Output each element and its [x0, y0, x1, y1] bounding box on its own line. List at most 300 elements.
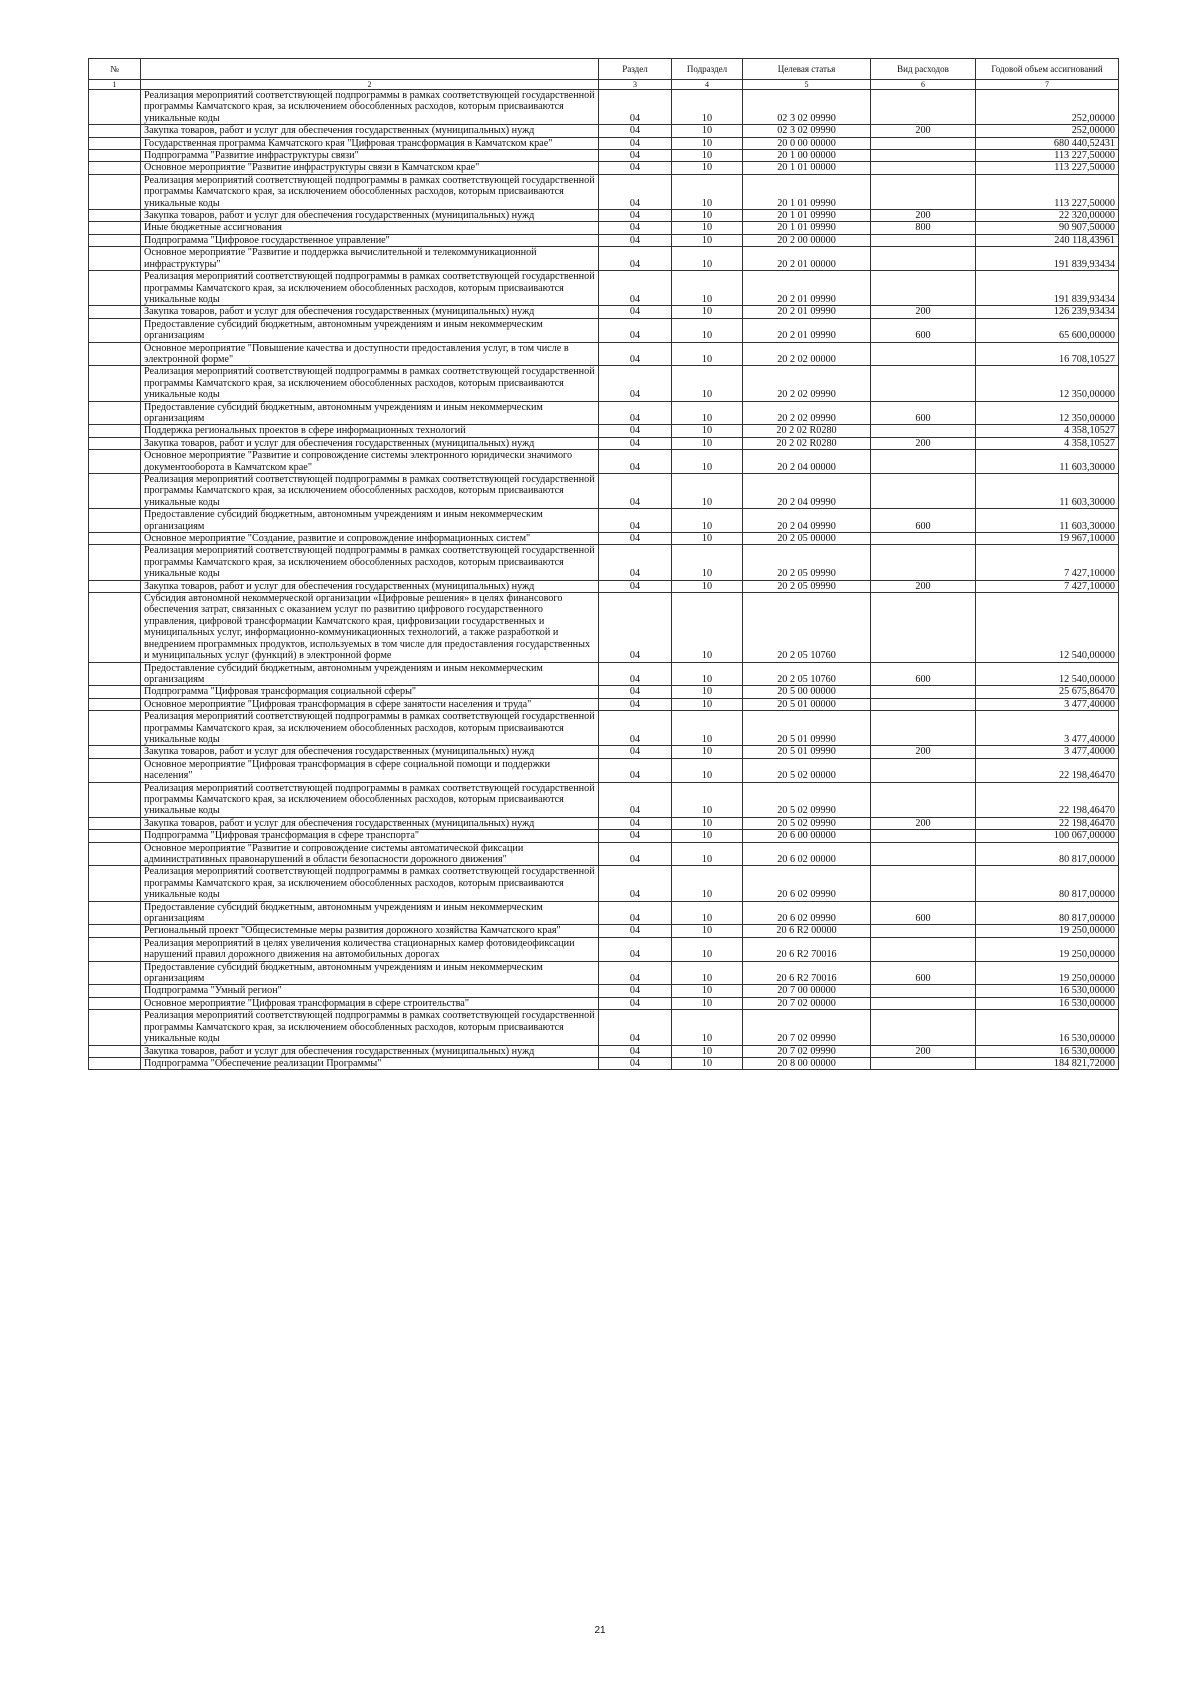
- row-subsection: 10: [672, 901, 743, 925]
- row-amount: 80 817,00000: [976, 866, 1119, 901]
- row-section: 04: [599, 342, 672, 366]
- table-row: [89, 366, 1119, 401]
- row-section: 04: [599, 782, 672, 817]
- row-target-article: 20 2 04 09990: [743, 509, 871, 533]
- row-name: Предоставление субсидий бюджетным, автономным учреждениям и иным некоммерческим организациям: [141, 318, 599, 342]
- row-subsection: 10: [672, 401, 743, 425]
- row-expense-kind: [871, 137, 976, 149]
- row-expense-kind: [871, 271, 976, 306]
- row-subsection: 10: [672, 425, 743, 437]
- header-col-index: 7: [976, 80, 1119, 90]
- row-subsection: 10: [672, 509, 743, 533]
- row-name: Закупка товаров, работ и услуг для обеспечения государственных (муниципальных) нужд: [141, 125, 599, 137]
- table-row: [89, 746, 1119, 758]
- row-name: Субсидия автономной некоммерческой организации «Цифровые решения» в целях финансового обеспечения затрат, связанных с оказанием услуг по развитию цифрового государственного управления, цифровой трансформации Камчатского края, цифровизации государственных и муниципальных услуг, информационно-коммуникационных технологий, а также разработкой и внедрением программных продуктов, используемых в том числе для предоставления государственных и муниципальных услуг (функций) в электронной форме: [141, 593, 599, 662]
- row-number-cell: [89, 593, 141, 662]
- row-amount: 19 967,10000: [976, 533, 1119, 545]
- row-subsection: 10: [672, 222, 743, 234]
- row-amount: 184 821,72000: [976, 1057, 1119, 1069]
- row-expense-kind: [871, 782, 976, 817]
- row-amount: 11 603,30000: [976, 474, 1119, 509]
- table-row: [89, 474, 1119, 509]
- row-section: 04: [599, 985, 672, 997]
- row-target-article: 20 2 02 R0280: [743, 425, 871, 437]
- row-expense-kind: [871, 366, 976, 401]
- row-section: 04: [599, 247, 672, 271]
- row-target-article: 20 7 02 00000: [743, 997, 871, 1009]
- row-section: 04: [599, 686, 672, 698]
- row-name: Реализация мероприятий соответствующей подпрограммы в рамках соответствующей государственной программы Камчатского края, за исключением обособленных расходов, которым присваиваются уникальные коды: [141, 174, 599, 209]
- row-number-cell: [89, 1057, 141, 1069]
- table-row: [89, 137, 1119, 149]
- table-row: [89, 450, 1119, 474]
- row-name: Основное мероприятие "Развитие и сопровождение системы автоматической фиксации административных правонарушений в области безопасности дорожного движения": [141, 842, 599, 866]
- row-subsection: 10: [672, 842, 743, 866]
- budget-sheet: [88, 58, 1118, 1070]
- row-name: Подпрограмма "Развитие инфраструктуры связи": [141, 150, 599, 162]
- row-expense-kind: 600: [871, 509, 976, 533]
- row-subsection: 10: [672, 937, 743, 961]
- row-number-cell: [89, 842, 141, 866]
- row-target-article: 20 5 02 09990: [743, 782, 871, 817]
- row-expense-kind: 600: [871, 961, 976, 985]
- budget-table: [88, 58, 1119, 1070]
- table-row: [89, 222, 1119, 234]
- table-row: [89, 437, 1119, 449]
- row-number-cell: [89, 925, 141, 937]
- table-header: [89, 59, 1119, 90]
- row-number-cell: [89, 746, 141, 758]
- row-subsection: 10: [672, 545, 743, 580]
- row-section: 04: [599, 437, 672, 449]
- row-section: 04: [599, 698, 672, 710]
- row-amount: 252,00000: [976, 90, 1119, 125]
- row-section: 04: [599, 746, 672, 758]
- row-section: 04: [599, 318, 672, 342]
- row-subsection: 10: [672, 247, 743, 271]
- row-number-cell: [89, 401, 141, 425]
- row-target-article: 20 1 01 09990: [743, 210, 871, 222]
- row-expense-kind: 600: [871, 901, 976, 925]
- row-section: 04: [599, 593, 672, 662]
- row-section: 04: [599, 90, 672, 125]
- row-name: Подпрограмма "Цифровая трансформация социальной сферы": [141, 686, 599, 698]
- row-name: Реализация мероприятий в целях увеличения количества стационарных камер фотовидеофиксации нарушений правил дорожного движения на автомобильных дорогах: [141, 937, 599, 961]
- row-section: 04: [599, 125, 672, 137]
- row-name: Иные бюджетные ассигнования: [141, 222, 599, 234]
- row-target-article: 20 2 05 09990: [743, 545, 871, 580]
- row-subsection: 10: [672, 474, 743, 509]
- header-section: Раздел: [599, 59, 672, 80]
- row-amount: 113 227,50000: [976, 174, 1119, 209]
- table-row: [89, 90, 1119, 125]
- row-amount: 3 477,40000: [976, 746, 1119, 758]
- row-section: 04: [599, 174, 672, 209]
- row-number-cell: [89, 545, 141, 580]
- row-expense-kind: [871, 698, 976, 710]
- table-row: [89, 318, 1119, 342]
- header-col-index: 3: [599, 80, 672, 90]
- row-subsection: 10: [672, 125, 743, 137]
- row-number-cell: [89, 342, 141, 366]
- row-expense-kind: [871, 830, 976, 842]
- row-expense-kind: [871, 450, 976, 474]
- table-row: [89, 247, 1119, 271]
- row-expense-kind: [871, 1010, 976, 1045]
- row-expense-kind: [871, 925, 976, 937]
- row-amount: 191 839,93434: [976, 271, 1119, 306]
- row-number-cell: [89, 533, 141, 545]
- row-section: 04: [599, 961, 672, 985]
- row-target-article: 20 2 01 09990: [743, 318, 871, 342]
- row-name: Реализация мероприятий соответствующей подпрограммы в рамках соответствующей государственной программы Камчатского края, за исключением обособленных расходов, которым присваиваются уникальные коды: [141, 90, 599, 125]
- row-section: 04: [599, 545, 672, 580]
- row-target-article: 20 2 02 09990: [743, 366, 871, 401]
- row-number-cell: [89, 686, 141, 698]
- table-row: [89, 997, 1119, 1009]
- row-number-cell: [89, 509, 141, 533]
- table-row: [89, 686, 1119, 698]
- row-expense-kind: [871, 150, 976, 162]
- row-name: Основное мероприятие "Повышение качества и доступности предоставления услуг, в том числе в электронной форме": [141, 342, 599, 366]
- row-subsection: 10: [672, 686, 743, 698]
- row-target-article: 20 6 02 09990: [743, 866, 871, 901]
- row-expense-kind: [871, 842, 976, 866]
- row-name: Основное мероприятие "Цифровая трансформация в сфере строительства": [141, 997, 599, 1009]
- row-subsection: 10: [672, 137, 743, 149]
- row-name: Предоставление субсидий бюджетным, автономным учреждениям и иным некоммерческим организациям: [141, 401, 599, 425]
- row-amount: 11 603,30000: [976, 450, 1119, 474]
- row-name: Закупка товаров, работ и услуг для обеспечения государственных (муниципальных) нужд: [141, 817, 599, 829]
- row-section: 04: [599, 842, 672, 866]
- row-target-article: 20 6 02 09990: [743, 901, 871, 925]
- row-amount: 22 198,46470: [976, 758, 1119, 782]
- row-name: Подпрограмма "Умный регион": [141, 985, 599, 997]
- row-subsection: 10: [672, 1057, 743, 1069]
- row-amount: 113 227,50000: [976, 162, 1119, 174]
- row-subsection: 10: [672, 985, 743, 997]
- row-target-article: 20 7 02 09990: [743, 1010, 871, 1045]
- row-target-article: 20 5 02 09990: [743, 817, 871, 829]
- row-number-cell: [89, 210, 141, 222]
- row-subsection: 10: [672, 90, 743, 125]
- row-target-article: 20 1 01 09990: [743, 174, 871, 209]
- row-target-article: 20 6 R2 00000: [743, 925, 871, 937]
- row-section: 04: [599, 1010, 672, 1045]
- row-number-cell: [89, 137, 141, 149]
- row-expense-kind: [871, 545, 976, 580]
- row-section: 04: [599, 830, 672, 842]
- row-target-article: 02 3 02 09990: [743, 125, 871, 137]
- row-name: Реализация мероприятий соответствующей подпрограммы в рамках соответствующей государственной программы Камчатского края, за исключением обособленных расходов, которым присваиваются уникальные коды: [141, 545, 599, 580]
- row-target-article: 20 1 01 00000: [743, 162, 871, 174]
- header-number-row: [89, 80, 1119, 90]
- row-section: 04: [599, 937, 672, 961]
- row-number-cell: [89, 425, 141, 437]
- row-subsection: 10: [672, 961, 743, 985]
- row-amount: 22 320,00000: [976, 210, 1119, 222]
- row-name: Государственная программа Камчатского края "Цифровая трансформация в Камчатском крае": [141, 137, 599, 149]
- row-target-article: 20 5 02 00000: [743, 758, 871, 782]
- row-name: Поддержка региональных проектов в сфере информационных технологий: [141, 425, 599, 437]
- row-subsection: 10: [672, 342, 743, 366]
- row-subsection: 10: [672, 450, 743, 474]
- row-amount: 7 427,10000: [976, 580, 1119, 592]
- row-amount: 4 358,10527: [976, 425, 1119, 437]
- row-expense-kind: [871, 162, 976, 174]
- row-amount: 12 350,00000: [976, 401, 1119, 425]
- row-number-cell: [89, 162, 141, 174]
- row-amount: 3 477,40000: [976, 711, 1119, 746]
- row-amount: 16 708,10527: [976, 342, 1119, 366]
- row-section: 04: [599, 925, 672, 937]
- row-expense-kind: [871, 711, 976, 746]
- row-expense-kind: [871, 533, 976, 545]
- row-target-article: 20 2 05 10760: [743, 662, 871, 686]
- row-section: 04: [599, 474, 672, 509]
- row-number-cell: [89, 985, 141, 997]
- row-name: Основное мероприятие "Развитие инфраструктуры связи в Камчатском крае": [141, 162, 599, 174]
- table-row: [89, 234, 1119, 246]
- row-name: Реализация мероприятий соответствующей подпрограммы в рамках соответствующей государственной программы Камчатского края, за исключением обособленных расходов, которым присваиваются уникальные коды: [141, 782, 599, 817]
- row-amount: 240 118,43961: [976, 234, 1119, 246]
- table-row: [89, 509, 1119, 533]
- table-row: [89, 306, 1119, 318]
- row-expense-kind: [871, 174, 976, 209]
- row-name: Реализация мероприятий соответствующей подпрограммы в рамках соответствующей государственной программы Камчатского края, за исключением обособленных расходов, которым присваиваются уникальные коды: [141, 711, 599, 746]
- row-expense-kind: 200: [871, 817, 976, 829]
- table-row: [89, 937, 1119, 961]
- table-row: [89, 866, 1119, 901]
- row-expense-kind: 200: [871, 580, 976, 592]
- row-expense-kind: [871, 866, 976, 901]
- header-number: №: [89, 59, 141, 80]
- page-number: 21: [594, 1625, 606, 1636]
- table-row: [89, 533, 1119, 545]
- row-name: Основное мероприятие "Цифровая трансформация в сфере социальной помощи и поддержки населения": [141, 758, 599, 782]
- row-number-cell: [89, 1010, 141, 1045]
- row-subsection: 10: [672, 662, 743, 686]
- row-name: Региональный проект "Общесистемные меры развития дорожного хозяйства Камчатского края": [141, 925, 599, 937]
- row-number-cell: [89, 366, 141, 401]
- row-name: Подпрограмма "Цифровое государственное управление": [141, 234, 599, 246]
- row-subsection: 10: [672, 817, 743, 829]
- row-subsection: 10: [672, 306, 743, 318]
- row-amount: 7 427,10000: [976, 545, 1119, 580]
- row-section: 04: [599, 817, 672, 829]
- row-section: 04: [599, 137, 672, 149]
- row-expense-kind: [871, 1057, 976, 1069]
- row-number-cell: [89, 1045, 141, 1057]
- row-number-cell: [89, 150, 141, 162]
- row-name: Предоставление субсидий бюджетным, автономным учреждениям и иным некоммерческим организациям: [141, 662, 599, 686]
- table-row: [89, 711, 1119, 746]
- row-amount: 16 530,00000: [976, 997, 1119, 1009]
- row-section: 04: [599, 222, 672, 234]
- row-number-cell: [89, 662, 141, 686]
- row-number-cell: [89, 782, 141, 817]
- row-amount: 65 600,00000: [976, 318, 1119, 342]
- table-row: [89, 985, 1119, 997]
- row-section: 04: [599, 758, 672, 782]
- row-amount: 12 540,00000: [976, 662, 1119, 686]
- header-col-index: 4: [672, 80, 743, 90]
- row-target-article: 20 6 R2 70016: [743, 961, 871, 985]
- row-number-cell: [89, 901, 141, 925]
- row-subsection: 10: [672, 162, 743, 174]
- row-subsection: 10: [672, 580, 743, 592]
- header-amount: Годовой объем ассигнований: [976, 59, 1119, 80]
- row-target-article: 20 5 01 09990: [743, 711, 871, 746]
- row-expense-kind: 200: [871, 306, 976, 318]
- row-number-cell: [89, 698, 141, 710]
- table-row: [89, 901, 1119, 925]
- row-name: Предоставление субсидий бюджетным, автономным учреждениям и иным некоммерческим организациям: [141, 961, 599, 985]
- row-expense-kind: [871, 686, 976, 698]
- row-target-article: 20 5 01 09990: [743, 746, 871, 758]
- row-number-cell: [89, 306, 141, 318]
- table-row: [89, 210, 1119, 222]
- row-target-article: 20 2 01 00000: [743, 247, 871, 271]
- row-name: Закупка товаров, работ и услуг для обеспечения государственных (муниципальных) нужд: [141, 1045, 599, 1057]
- row-subsection: 10: [672, 746, 743, 758]
- header-col-index: 5: [743, 80, 871, 90]
- row-section: 04: [599, 1045, 672, 1057]
- row-target-article: 20 0 00 00000: [743, 137, 871, 149]
- row-expense-kind: [871, 234, 976, 246]
- table-row: [89, 925, 1119, 937]
- row-number-cell: [89, 234, 141, 246]
- row-expense-kind: [871, 985, 976, 997]
- row-name: Закупка товаров, работ и услуг для обеспечения государственных (муниципальных) нужд: [141, 580, 599, 592]
- row-target-article: 20 5 01 00000: [743, 698, 871, 710]
- row-expense-kind: 800: [871, 222, 976, 234]
- table-row: [89, 271, 1119, 306]
- row-target-article: 20 2 04 09990: [743, 474, 871, 509]
- row-section: 04: [599, 450, 672, 474]
- row-name: Основное мероприятие "Развитие и сопровождение системы электронного юридически значимого документооборота в Камчатском крае": [141, 450, 599, 474]
- header-col-index: 2: [141, 80, 599, 90]
- row-amount: 22 198,46470: [976, 817, 1119, 829]
- row-number-cell: [89, 961, 141, 985]
- table-row: [89, 545, 1119, 580]
- header-name: [141, 59, 599, 80]
- row-target-article: 20 2 02 09990: [743, 401, 871, 425]
- row-name: Закупка товаров, работ и услуг для обеспечения государственных (муниципальных) нужд: [141, 210, 599, 222]
- row-number-cell: [89, 125, 141, 137]
- row-number-cell: [89, 247, 141, 271]
- row-section: 04: [599, 210, 672, 222]
- row-amount: 252,00000: [976, 125, 1119, 137]
- header-kind: Вид расходов: [871, 59, 976, 80]
- row-number-cell: [89, 830, 141, 842]
- row-section: 04: [599, 711, 672, 746]
- table-row: [89, 758, 1119, 782]
- row-name: Подпрограмма "Обеспечение реализации Программы": [141, 1057, 599, 1069]
- row-expense-kind: 600: [871, 662, 976, 686]
- row-subsection: 10: [672, 366, 743, 401]
- row-target-article: 20 1 00 00000: [743, 150, 871, 162]
- row-expense-kind: [871, 247, 976, 271]
- row-name: Основное мероприятие "Цифровая трансформация в сфере занятости населения и труда": [141, 698, 599, 710]
- row-target-article: 20 7 02 09990: [743, 1045, 871, 1057]
- row-amount: 22 198,46470: [976, 782, 1119, 817]
- row-number-cell: [89, 580, 141, 592]
- row-amount: 4 358,10527: [976, 437, 1119, 449]
- row-section: 04: [599, 366, 672, 401]
- table-row: [89, 593, 1119, 662]
- table-row: [89, 1057, 1119, 1069]
- header-col-index: 6: [871, 80, 976, 90]
- row-subsection: 10: [672, 174, 743, 209]
- table-row: [89, 425, 1119, 437]
- row-expense-kind: [871, 997, 976, 1009]
- row-expense-kind: 200: [871, 746, 976, 758]
- row-target-article: 20 2 02 R0280: [743, 437, 871, 449]
- row-amount: 80 817,00000: [976, 901, 1119, 925]
- row-expense-kind: [871, 342, 976, 366]
- row-subsection: 10: [672, 711, 743, 746]
- table-row: [89, 1010, 1119, 1045]
- table-row: [89, 961, 1119, 985]
- row-amount: 680 440,52431: [976, 137, 1119, 149]
- row-subsection: 10: [672, 437, 743, 449]
- row-number-cell: [89, 758, 141, 782]
- row-subsection: 10: [672, 830, 743, 842]
- table-row: [89, 662, 1119, 686]
- row-target-article: 20 2 05 00000: [743, 533, 871, 545]
- row-target-article: 20 2 05 10760: [743, 593, 871, 662]
- row-expense-kind: [871, 593, 976, 662]
- row-target-article: 20 6 02 00000: [743, 842, 871, 866]
- row-subsection: 10: [672, 533, 743, 545]
- row-subsection: 10: [672, 271, 743, 306]
- table-row: [89, 1045, 1119, 1057]
- row-target-article: 20 5 00 00000: [743, 686, 871, 698]
- row-amount: 16 530,00000: [976, 1010, 1119, 1045]
- row-section: 04: [599, 1057, 672, 1069]
- row-number-cell: [89, 437, 141, 449]
- row-number-cell: [89, 997, 141, 1009]
- row-name: Закупка товаров, работ и услуг для обеспечения государственных (муниципальных) нужд: [141, 437, 599, 449]
- row-number-cell: [89, 90, 141, 125]
- row-target-article: 20 6 00 00000: [743, 830, 871, 842]
- row-name: Реализация мероприятий соответствующей подпрограммы в рамках соответствующей государственной программы Камчатского края, за исключением обособленных расходов, которым присваиваются уникальные коды: [141, 474, 599, 509]
- row-amount: 126 239,93434: [976, 306, 1119, 318]
- row-subsection: 10: [672, 234, 743, 246]
- row-target-article: 20 8 00 00000: [743, 1057, 871, 1069]
- row-target-article: 20 2 02 00000: [743, 342, 871, 366]
- row-amount: 3 477,40000: [976, 698, 1119, 710]
- row-number-cell: [89, 318, 141, 342]
- row-amount: 11 603,30000: [976, 509, 1119, 533]
- table-row: [89, 150, 1119, 162]
- row-amount: 90 907,50000: [976, 222, 1119, 234]
- row-target-article: 20 7 00 00000: [743, 985, 871, 997]
- row-expense-kind: [871, 758, 976, 782]
- row-subsection: 10: [672, 318, 743, 342]
- table-row: [89, 817, 1119, 829]
- row-expense-kind: [871, 425, 976, 437]
- row-amount: 80 817,00000: [976, 842, 1119, 866]
- table-row: [89, 698, 1119, 710]
- row-number-cell: [89, 711, 141, 746]
- row-section: 04: [599, 425, 672, 437]
- header-row: [89, 59, 1119, 80]
- row-subsection: 10: [672, 593, 743, 662]
- table-row: [89, 174, 1119, 209]
- row-number-cell: [89, 866, 141, 901]
